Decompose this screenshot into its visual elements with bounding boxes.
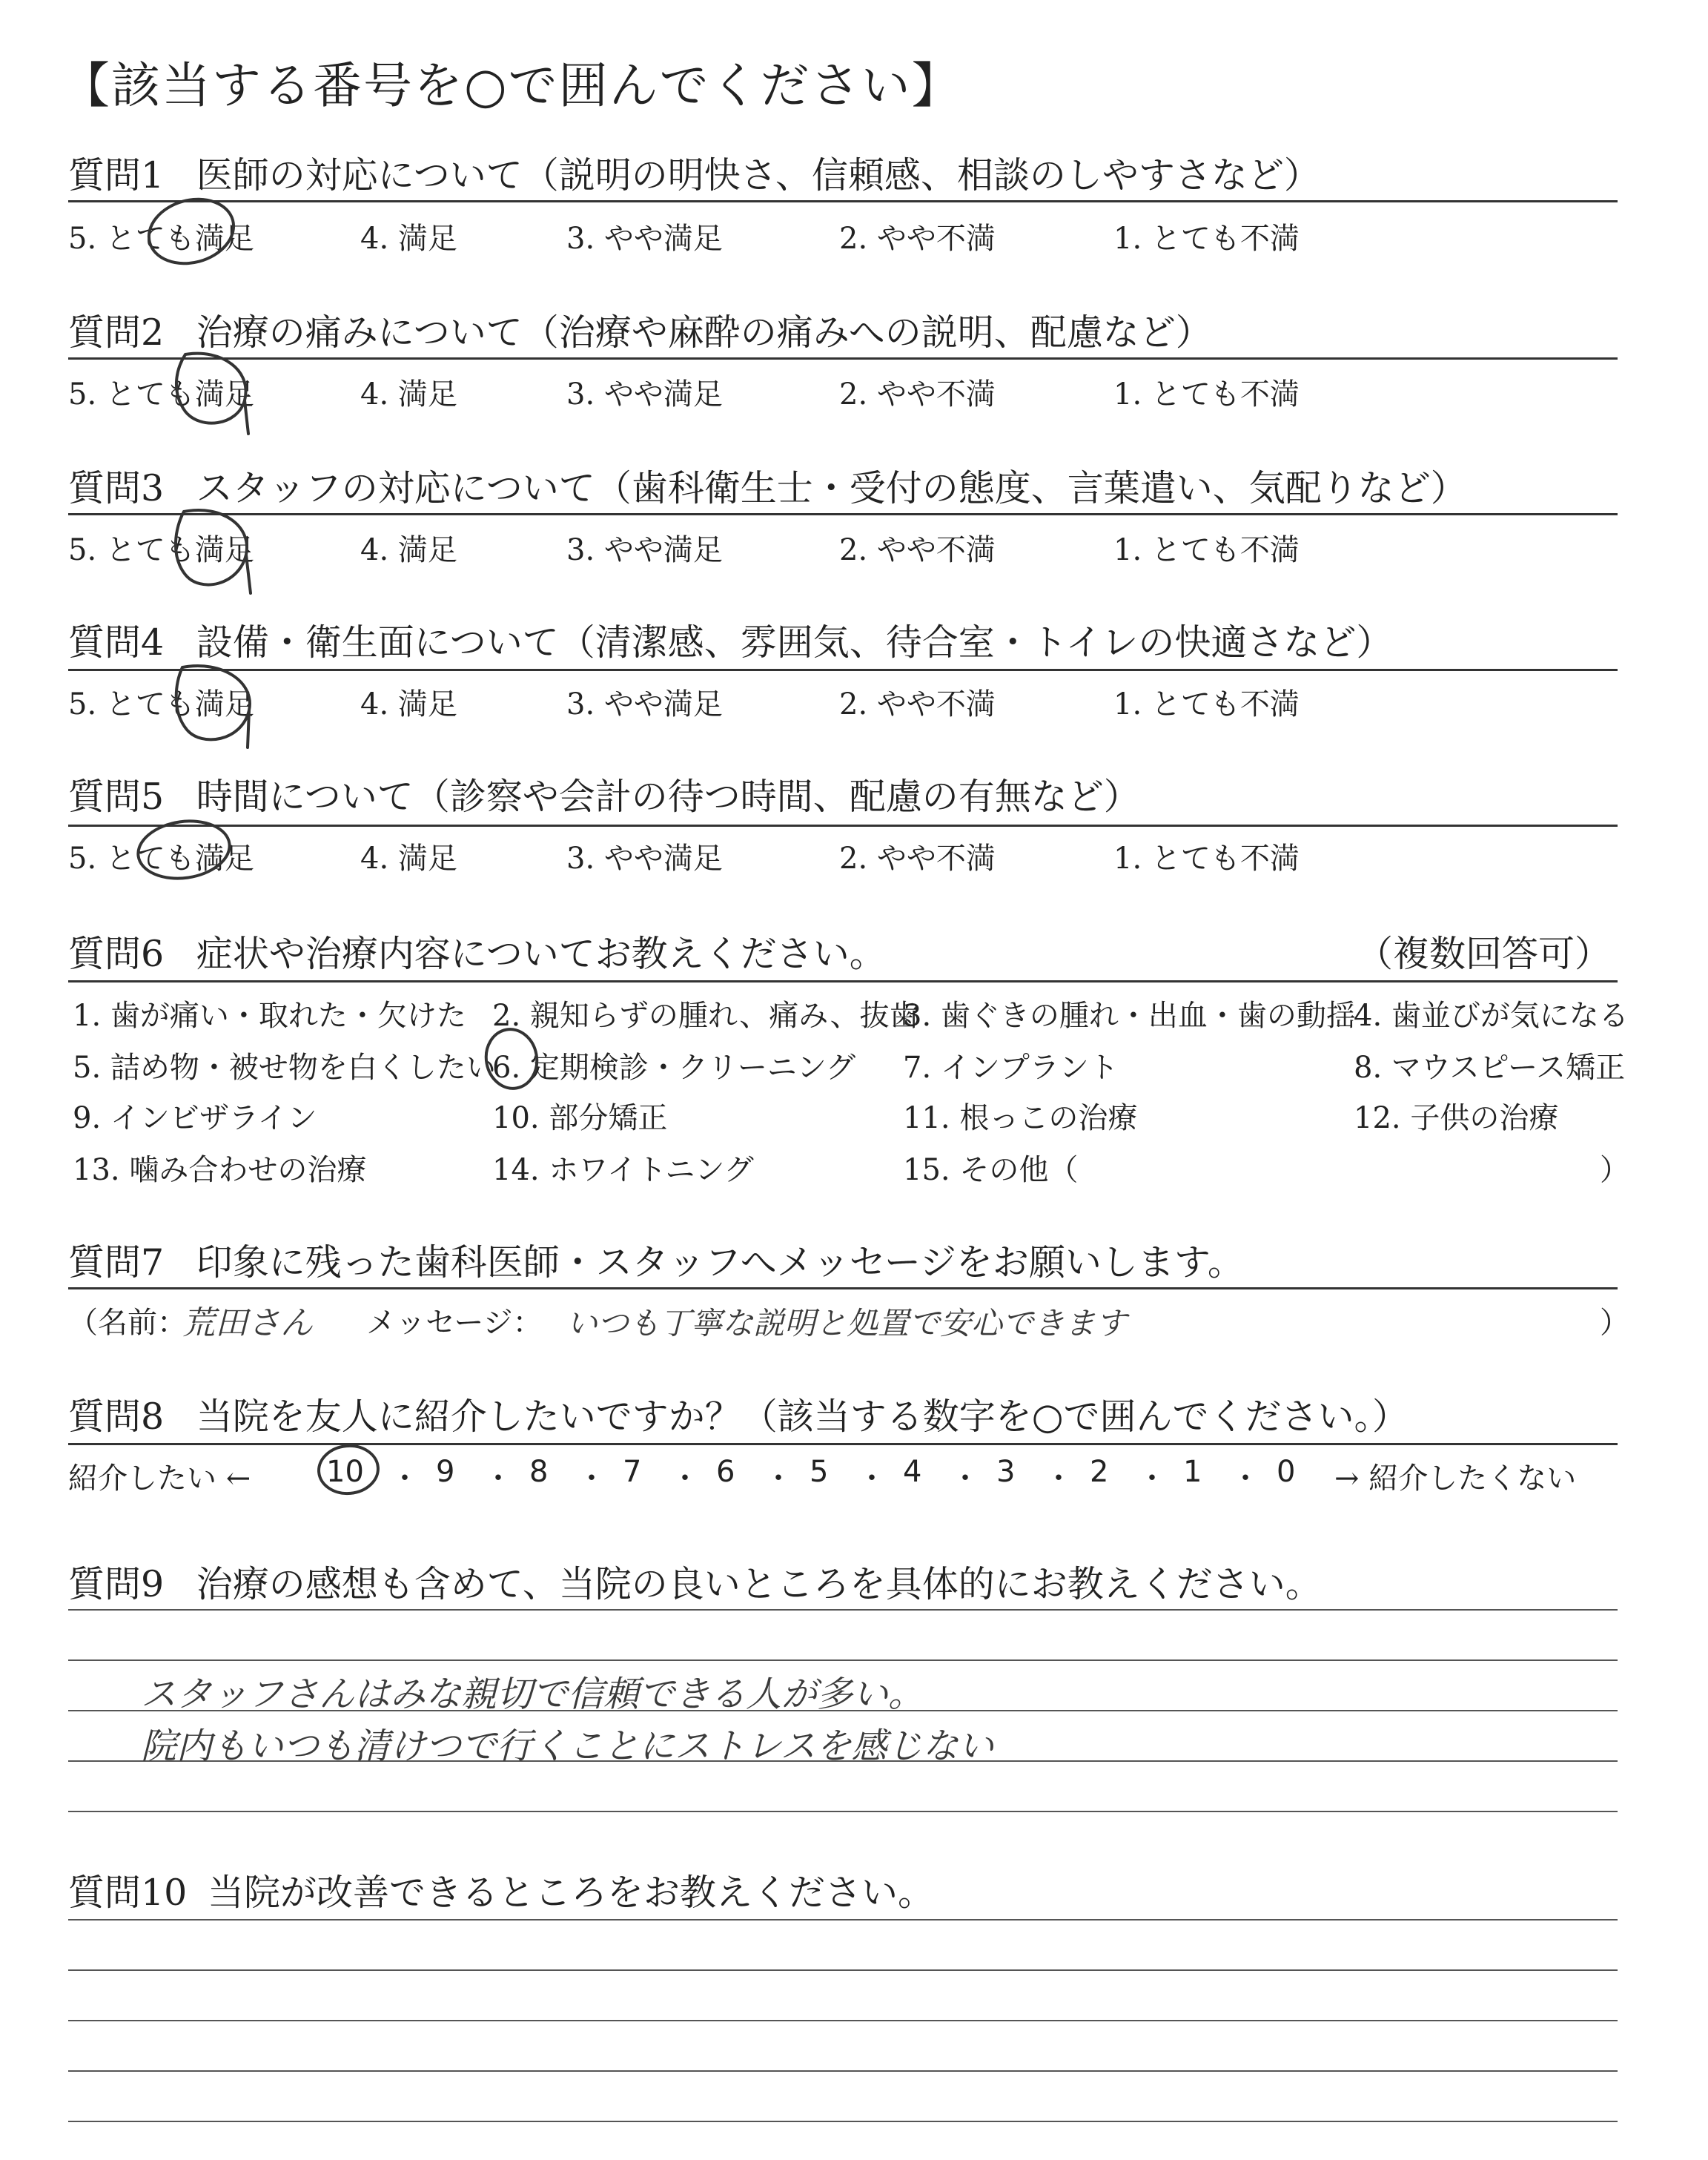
question-5-heading <box>68 768 1140 820</box>
question-7-rule <box>68 1287 1618 1289</box>
q8-separator: ・ <box>1231 1462 1260 1496</box>
q1-option-2[interactable]: 2. やや不満 <box>839 222 996 256</box>
q8-value-1[interactable]: 1 <box>1183 1455 1202 1489</box>
q6-option-3[interactable]: 3. 歯ぐきの腫れ・出血・歯の動揺 <box>903 999 1356 1033</box>
question-1-rule <box>68 200 1618 202</box>
q3-option-2[interactable]: 2. やや不満 <box>839 533 996 567</box>
q6-option-7[interactable]: 7. インプラント <box>903 1051 1119 1085</box>
q5-option-4[interactable]: 4. 満足 <box>360 842 457 876</box>
question-9-text: 治療の感想も含めて、当院の良いところを具体的にお教えください。 <box>196 1563 1322 1605</box>
q8-value-0[interactable]: 0 <box>1277 1455 1296 1489</box>
q8-separator: ・ <box>857 1462 887 1496</box>
question-2-text: 治療の痛みについて（治療や麻酔の痛みへの説明、配慮など） <box>196 311 1212 354</box>
question-4-rule <box>68 669 1618 671</box>
q6-option-15-close: ） <box>1600 1153 1629 1187</box>
question-2-rule <box>68 357 1618 360</box>
question-7-text: 印象に残った歯科医師・スタッフへメッセージをお願いします。 <box>196 1241 1244 1284</box>
question-4-heading <box>68 614 1392 666</box>
q9-answer-text-1[interactable]: スタッフさんはみな親切で信頼できる人が多い。 <box>141 1674 924 1715</box>
question-7-heading <box>68 1234 1244 1286</box>
question-1-heading <box>68 147 1320 199</box>
question-3-label: 質問3 <box>68 467 165 509</box>
q4-option-5[interactable]: 5. とても満足 <box>68 687 254 721</box>
q8-right-label: → 紹介したくない <box>1334 1462 1577 1496</box>
q8-separator: ・ <box>390 1462 420 1496</box>
q1-option-3[interactable]: 3. やや満足 <box>566 222 723 256</box>
q3-option-3[interactable]: 3. やや満足 <box>566 533 723 567</box>
q8-value-4[interactable]: 4 <box>903 1455 922 1489</box>
q8-left-label: 紹介したい ← <box>68 1462 251 1496</box>
q8-value-2[interactable]: 2 <box>1090 1455 1109 1489</box>
question-3-rule <box>68 513 1618 515</box>
q7-message-label: メッセージ： <box>366 1306 543 1340</box>
q6-option-8[interactable]: 8. マウスピース矯正 <box>1354 1051 1626 1085</box>
q8-value-6[interactable]: 6 <box>716 1455 735 1489</box>
q10-answer-line[interactable] <box>68 2121 1618 2122</box>
question-10-text: 当院が改善できるところをお教えください。 <box>207 1872 934 1914</box>
q6-option-10[interactable]: 10. 部分矯正 <box>492 1101 668 1135</box>
question-8-label: 質問8 <box>68 1396 165 1438</box>
question-10-heading <box>68 1864 934 1916</box>
question-10-label: 質問10 <box>68 1872 188 1914</box>
question-8-heading <box>68 1388 1409 1440</box>
q10-answer-line[interactable] <box>68 1919 1618 1920</box>
q3-option-4[interactable]: 4. 満足 <box>360 533 457 567</box>
q8-value-10[interactable]: 10 <box>326 1455 364 1489</box>
q7-message-value[interactable]: いつも丁寧な説明と処置で安心できます <box>566 1305 1128 1341</box>
question-6-heading <box>68 925 886 977</box>
q9-answer-line <box>68 1609 1618 1611</box>
q3-option-1[interactable]: 1. とても不満 <box>1113 533 1300 567</box>
question-8-rule <box>68 1443 1618 1445</box>
q5-option-5[interactable]: 5. とても満足 <box>68 842 254 876</box>
question-6-rule <box>68 980 1618 982</box>
q8-separator: ・ <box>950 1462 980 1496</box>
q10-answer-line[interactable] <box>68 2070 1618 2072</box>
q8-separator: ・ <box>1137 1462 1167 1496</box>
q2-option-3[interactable]: 3. やや満足 <box>566 377 723 412</box>
q6-option-12[interactable]: 12. 子供の治療 <box>1354 1101 1559 1135</box>
q8-separator: ・ <box>483 1462 513 1496</box>
q6-option-9[interactable]: 9. インビザライン <box>73 1101 317 1135</box>
q7-name-label: （名前： <box>68 1306 187 1340</box>
q8-separator: ・ <box>670 1462 700 1496</box>
q6-option-1[interactable]: 1. 歯が痛い・取れた・欠けた <box>73 999 466 1033</box>
question-2-heading <box>68 304 1212 356</box>
question-5-rule <box>68 825 1618 827</box>
q7-name-value[interactable]: 荒田さん <box>182 1304 313 1342</box>
q9-answer-line <box>68 1659 1618 1661</box>
q6-option-4[interactable]: 4. 歯並びが気になる <box>1354 999 1629 1033</box>
question-6-label: 質問6 <box>68 933 165 975</box>
q2-option-2[interactable]: 2. やや不満 <box>839 377 996 412</box>
question-6-note: （複数回答可） <box>1357 933 1612 975</box>
question-1-text: 医師の対応について（説明の明快さ、信頼感、相談のしやすさなど） <box>196 154 1320 196</box>
q8-value-9[interactable]: 9 <box>436 1455 455 1489</box>
q5-option-3[interactable]: 3. やや満足 <box>566 842 723 876</box>
q1-option-1[interactable]: 1. とても不満 <box>1113 222 1300 256</box>
q8-value-7[interactable]: 7 <box>623 1455 642 1489</box>
q6-option-6[interactable]: 6. 定期検診・クリーニング <box>492 1051 856 1085</box>
question-5-label: 質問5 <box>68 776 165 818</box>
q2-option-5[interactable]: 5. とても満足 <box>68 377 254 412</box>
question-3-heading <box>68 460 1467 512</box>
q5-option-1[interactable]: 1. とても不満 <box>1113 842 1300 876</box>
q8-value-5[interactable]: 5 <box>810 1455 829 1489</box>
question-4-label: 質問4 <box>68 621 165 664</box>
q7-close-paren: ） <box>1600 1306 1629 1340</box>
q4-option-1[interactable]: 1. とても不満 <box>1113 687 1300 721</box>
q9-answer-text-2[interactable]: 院内もいつも清けつで行くことにストレスを感じない <box>141 1725 994 1767</box>
q10-answer-line[interactable] <box>68 2020 1618 2021</box>
q6-option-2[interactable]: 2. 親知らずの腫れ、痛み、抜歯 <box>492 999 919 1033</box>
question-8-text: 当院を友人に紹介したいですか？（該当する数字を○で囲んでください。） <box>196 1396 1409 1438</box>
q4-option-3[interactable]: 3. やや満足 <box>566 687 723 721</box>
q8-separator: ・ <box>577 1462 606 1496</box>
q8-value-8[interactable]: 8 <box>529 1455 549 1489</box>
q4-option-4[interactable]: 4. 満足 <box>360 687 457 721</box>
question-1-label: 質問1 <box>68 154 165 196</box>
question-9-label: 質問9 <box>68 1563 165 1605</box>
q8-separator: ・ <box>764 1462 793 1496</box>
question-6-text: 症状や治療内容についてお教えください。 <box>196 933 886 975</box>
question-5-text: 時間について（診察や会計の待つ時間、配慮の有無など） <box>196 776 1140 818</box>
q6-option-15[interactable]: 15. その他（ <box>903 1153 1079 1187</box>
q8-value-3[interactable]: 3 <box>996 1455 1016 1489</box>
q2-option-1[interactable]: 1. とても不満 <box>1113 377 1300 412</box>
q6-option-14[interactable]: 14. ホワイトニング <box>492 1153 754 1187</box>
question-4-text: 設備・衛生面について（清潔感、雰囲気、待合室・トイレの快適さなど） <box>196 621 1393 664</box>
q6-option-13[interactable]: 13. 噛み合わせの治療 <box>73 1153 367 1187</box>
q1-option-4[interactable]: 4. 満足 <box>360 222 457 256</box>
q6-option-11[interactable]: 11. 根っこの治療 <box>903 1101 1138 1135</box>
question-9-heading <box>68 1556 1322 1608</box>
q4-option-2[interactable]: 2. やや不満 <box>839 687 996 721</box>
page-title: 【該当する番号を○で囲んでください】 <box>61 57 962 114</box>
question-2-label: 質問2 <box>68 311 165 354</box>
q9-answer-line <box>68 1811 1618 1812</box>
q8-separator: ・ <box>1044 1462 1073 1496</box>
question-7-label: 質問7 <box>68 1241 165 1284</box>
q6-option-5[interactable]: 5. 詰め物・被せ物を白くしたい <box>73 1051 496 1085</box>
q10-answer-line[interactable] <box>68 1969 1618 1971</box>
q5-option-2[interactable]: 2. やや不満 <box>839 842 996 876</box>
q3-option-5[interactable]: 5. とても満足 <box>68 533 254 567</box>
q2-option-4[interactable]: 4. 満足 <box>360 377 457 412</box>
q1-option-5[interactable]: 5. とても満足 <box>68 222 254 256</box>
question-3-text: スタッフの対応について（歯科衛生士・受付の態度、言葉遣い、気配りなど） <box>196 467 1467 509</box>
